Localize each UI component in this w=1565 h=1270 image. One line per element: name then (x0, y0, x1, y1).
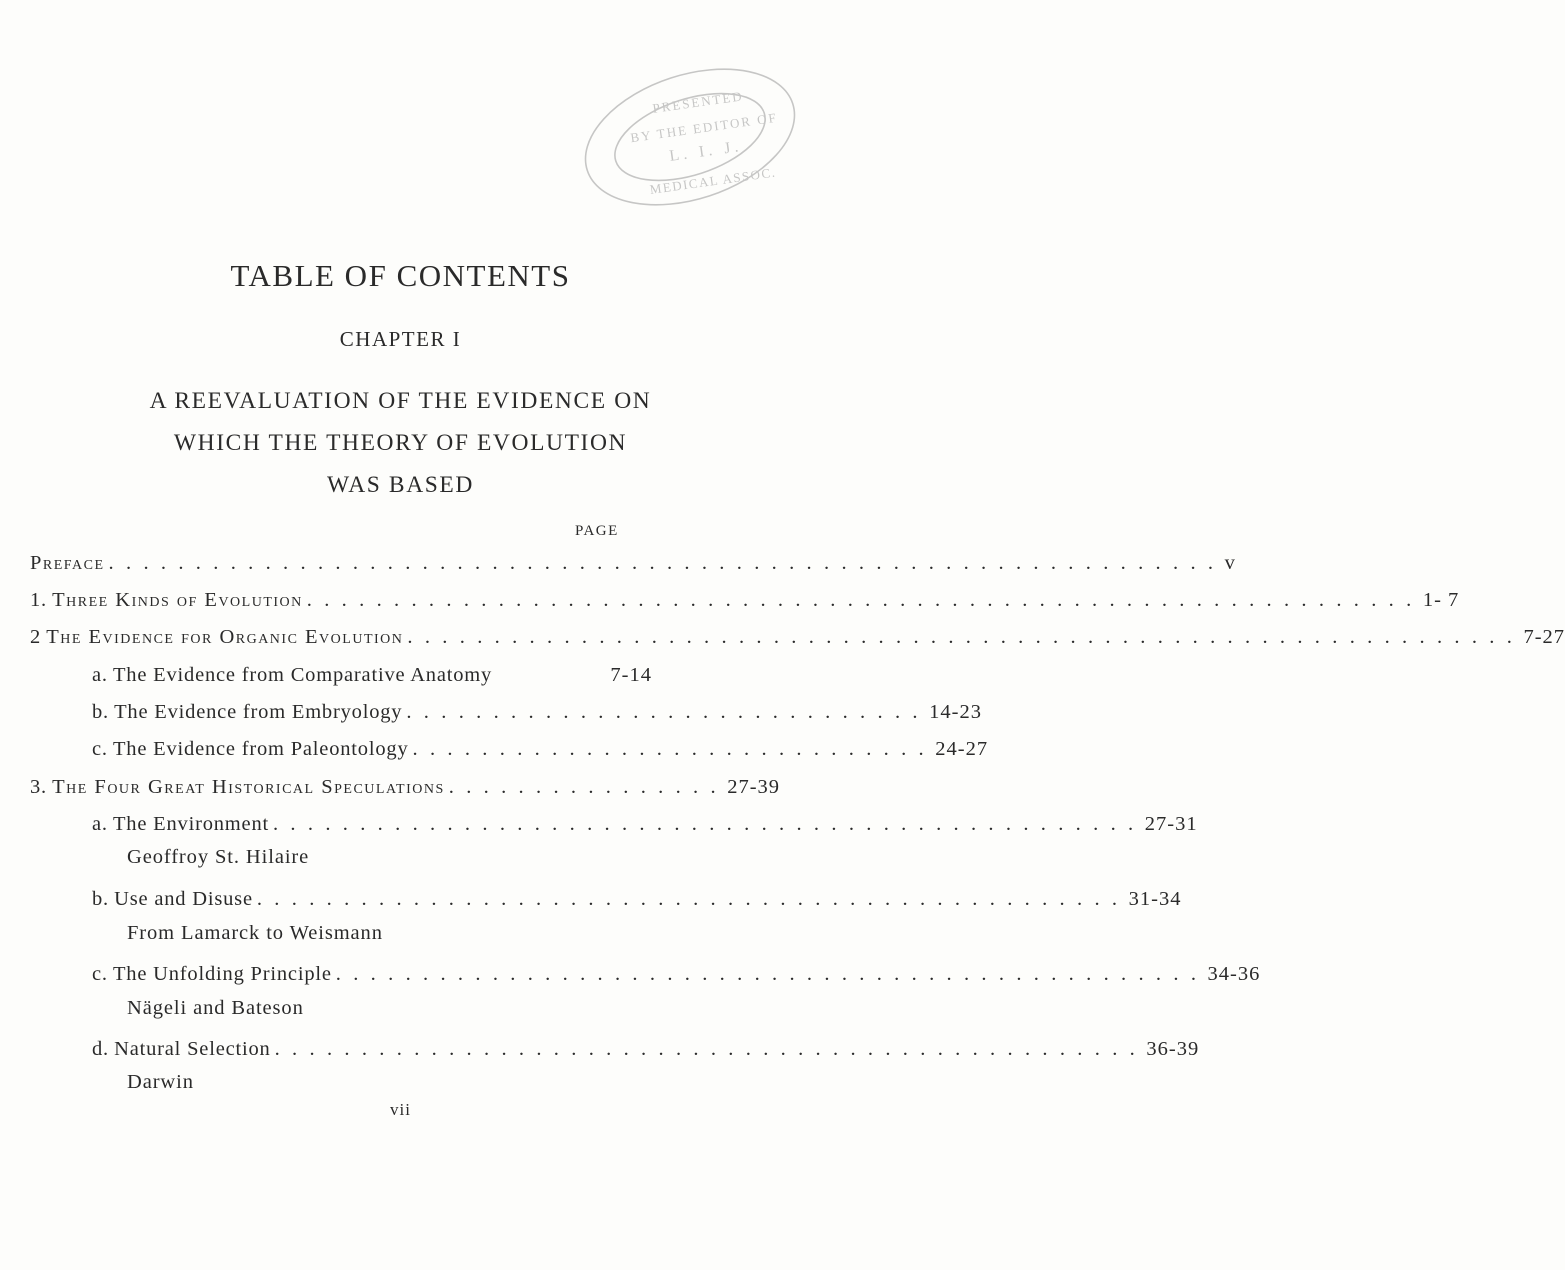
toc-entry-use-disuse[interactable] (92, 884, 1182, 914)
chapter-number: CHAPTER I (339, 327, 462, 351)
toc-entry-label: The Evidence from Comparative Anatomy (112, 664, 493, 686)
toc-entry-letter: c. (92, 963, 108, 985)
toc-entry-paleontology[interactable] (92, 734, 989, 764)
toc-entry-number: 1. (30, 589, 47, 611)
page-number: vii (390, 1100, 411, 1119)
toc-entry-organic-evolution[interactable] (30, 622, 1565, 652)
toc-entry-page: 7-27 (1523, 626, 1565, 648)
dot-leader: . . . . . . . . . . . . . . . . (448, 776, 720, 798)
toc-entry-embryology[interactable] (92, 697, 982, 727)
toc-entry-label: The Evidence from Paleontology (112, 738, 409, 760)
toc-entry-page: 14-23 (929, 701, 982, 723)
toc-entry-page: 36-39 (1146, 1038, 1200, 1060)
toc-entry-subtitle: Geoffroy St. Hilaire (127, 846, 310, 868)
toc-entry-historical-speculations[interactable] (30, 772, 781, 802)
toc-entry-page: 34-36 (1207, 963, 1261, 985)
chapter-title-line-1: A REEVALUATION OF THE EVIDENCE ON (149, 388, 652, 414)
toc-entry-number: 3. (30, 776, 47, 798)
toc-entry-natural-selection[interactable] (92, 1034, 1200, 1064)
dot-leader: . . . . . . . . . . . . . . . . . . . . . . . . . . . . . . . . . . . . . . . . . . . . . . . . . . (335, 963, 1200, 985)
toc-entry-label: Three Kinds of Evolution (52, 589, 303, 611)
toc-entry-label: The Unfolding Principle (112, 963, 332, 985)
dot-leader: . . . . . . . . . . . . . . . . . . . . . . . . . . . . . . . . . . . . . . . . . . . . . . . . . . . . . . . . . . . . . . . . (306, 589, 1415, 611)
toc-entry-label: The Evidence for Organic Evolution (46, 626, 404, 648)
library-stamp (575, 62, 805, 212)
chapter-title-line-2: WHICH THE THEORY OF EVOLUTION (173, 430, 628, 456)
toc-entry-label: Preface (30, 552, 105, 574)
stamp-line-2: BY THE EDITOR OF (629, 109, 779, 146)
page-column-heading: PAGE (575, 523, 619, 539)
stamp-line-3: L. I. J. (668, 137, 744, 165)
toc-entry-letter: d. (92, 1038, 109, 1060)
dot-leader: . . . . . . . . . . . . . . . . . . . . . . . . . . . . . . . . . . . . . . . . . . . . . . . . . . (272, 813, 1137, 835)
toc-entry-page: 27-39 (727, 776, 781, 798)
toc-entry-letter: a. (92, 664, 108, 686)
toc-entry-page: 31-34 (1128, 888, 1182, 910)
toc-entry-unfolding-principle[interactable] (92, 959, 1261, 989)
toc-entry-page: 1- 7 (1422, 589, 1460, 611)
toc-entry-page: 24-27 (935, 738, 989, 760)
toc-entry-letter: c. (92, 738, 108, 760)
toc-entry-letter: b. (92, 888, 109, 910)
dot-leader: . . . . . . . . . . . . . . . . . . . . . . . . . . . . . . . . . . . . . . . . . . . . . . . . . . . . . . . . . . . . . . . . (407, 626, 1516, 648)
toc-entry-letter: b. (92, 701, 109, 723)
toc-entry-comparative-anatomy[interactable] (92, 660, 652, 690)
chapter-title-line-3: WAS BASED (327, 472, 474, 498)
chapter-title (0, 380, 801, 506)
toc-entry-page: 27-31 (1144, 813, 1198, 835)
toc-entry-subtitle: From Lamarck to Weismann (127, 922, 383, 944)
dot-leader: . . . . . . . . . . . . . . . . . . . . . . . . . . . . . . . . . . . . . . . . . . . . . . . . . . (256, 888, 1121, 910)
dot-leader: . . . . . . . . . . . . . . . . . . . . . . . . . . . . . . (406, 701, 922, 723)
dot-leader: . . . . . . . . . . . . . . . . . . . . . . . . . . . . . . . . . . . . . . . . . . . . . . . . . . . . . . . . . . . . . . . . (108, 552, 1217, 574)
toc-entry-letter: a. (92, 813, 108, 835)
toc-entry-label: Use and Disuse (114, 888, 253, 910)
toc-entry-page: 7-14 (610, 664, 652, 686)
dot-leader: . . . . . . . . . . . . . . . . . . . . . . . . . . . . . . (412, 738, 928, 760)
stamp-line-1: PRESENTED (651, 88, 745, 116)
dot-leader: . . . . . . . . . . . . . . . . . . . . . . . . . . . . . . . . . . . . . . . . . . . . . . . . . . (274, 1038, 1139, 1060)
stamp-line-4: MEDICAL ASSOC. (648, 164, 778, 198)
toc-entry-environment[interactable] (92, 809, 1198, 839)
toc-entry-subtitle: Darwin (127, 1071, 194, 1093)
toc-entry-label: Natural Selection (114, 1038, 271, 1060)
toc-entry-number: 2 (30, 626, 42, 648)
toc-entry-label: The Environment (112, 813, 269, 835)
toc-entry-page: v (1224, 552, 1236, 574)
toc-entry-three-kinds[interactable] (30, 585, 1460, 615)
toc-entry-subtitle: Nägeli and Bateson (127, 997, 304, 1019)
page-title: TABLE OF CONTENTS (230, 258, 571, 293)
toc-entry-preface[interactable] (30, 548, 1236, 578)
toc-entry-label: The Four Great Historical Speculations (52, 776, 445, 798)
toc-entry-label: The Evidence from Embryology (114, 701, 403, 723)
